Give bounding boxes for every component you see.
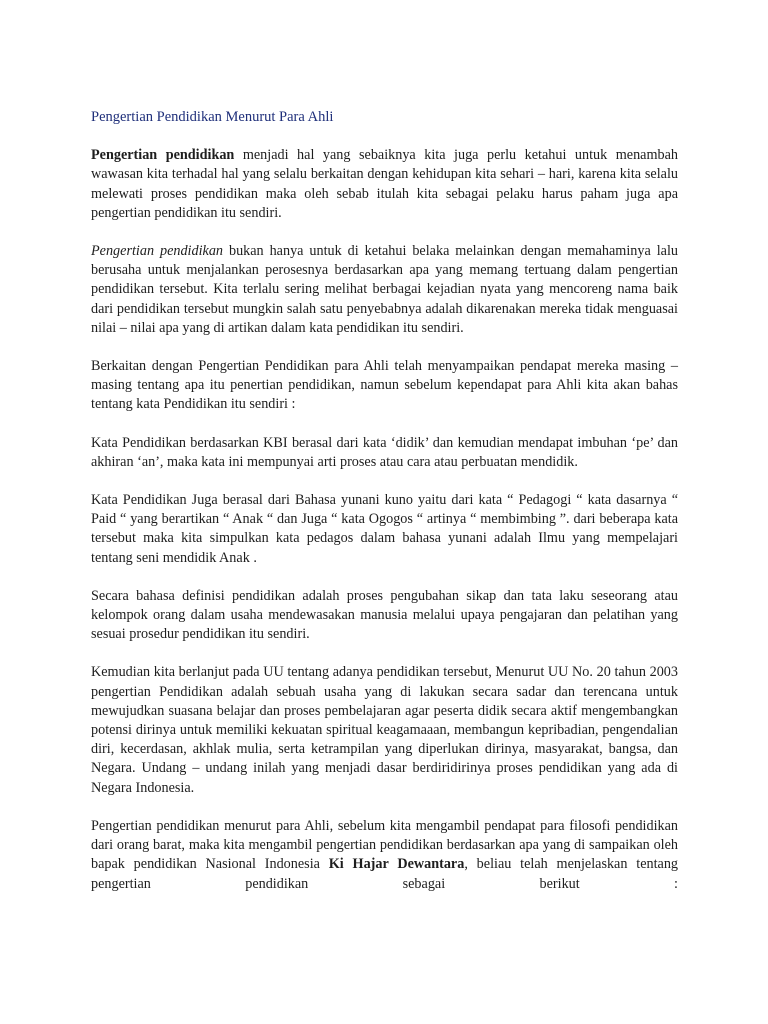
paragraph-8-text-before: Pengertian pendidikan menurut para Ahli, sebelum kita mengambil pendapat para filosofi pendidikan dari orang barat, maka kita mengambil pengertian pendidikan berdasarkan apa yang di sampaikan oleh bapak pendidikan Nasional Indonesia bbox=[91, 817, 678, 873]
paragraph-1-text: menjadi hal yang sebaiknya kita juga perlu ketahui untuk menambah wawasan kita terhadal hal yang selalu berkaitan dengan kehidupan kita sehari – hari, karena kita selalu melewati proses pendidikan maka oleh sebab itulah kita sebagai pelaku harus paham juga apa pengertian pendidikan itu sendiri. bbox=[91, 147, 678, 221]
paragraph-5: Kata Pendidikan Juga berasal dari Bahasa yunani kuno yaitu dari kata “ Pedagogi “ kata dasarnya “ Paid “ yang berartikan “ Anak “ dan Juga “ kata Ogogos “ artinya “ membimbing ”. dari beberapa kata tersebut maka kita simpulkan kata pedagos dalam bahasa yunani adalah Ilmu yang mempelajari tentang seni mendidik Anak . bbox=[91, 492, 678, 566]
document-title: Pengertian Pendidikan Menurut Para Ahli bbox=[91, 109, 334, 125]
paragraph-8-text-after: , beliau telah menjelaskan tentang pengertian pendidikan sebagai berikut : bbox=[91, 856, 679, 892]
paragraph-8 bbox=[91, 817, 678, 894]
paragraph-2 bbox=[91, 242, 678, 338]
paragraph-3: Berkaitan dengan Pengertian Pendidikan para Ahli telah menyampaikan pendapat mereka masing – masing tentang apa itu penertian pendidikan, namun sebelum kependapat para Ahli kita akan bahas tentang kata Pendidikan itu sendiri : bbox=[91, 358, 678, 413]
paragraph-4: Kata Pendidikan berdasarkan KBI berasal dari kata ‘didik’ dan kemudian mendapat imbuhan ‘pe’ dan akhiran ‘an’, maka kata ini mempunyai arti proses atau cara atau perbuatan mendidik. bbox=[91, 434, 678, 470]
paragraph-2-text: bukan hanya untuk di ketahui belaka melainkan dengan memahaminya lalu berusaha untuk menjalankan perosesnya berdasarkan apa yang memang tertuang dalam pengertian pendidikan tersebut. Kita terlalu sering melihat berbagai kejadian nyata yang mencoreng nama baik dari pendidikan tersebut mungkin salah satu penyebabnya adalah dikarenakan mereka tidak menguasai nilai – nilai apa yang di artikan dalam kata pendidikan itu sendiri. bbox=[91, 243, 678, 336]
paragraph-1 bbox=[91, 146, 678, 223]
document-page bbox=[91, 108, 678, 894]
paragraph-6: Secara bahasa definisi pendidikan adalah proses pengubahan sikap dan tata laku seseorang atau kelompok orang dalam usaha mendewasakan manusia melalui upaya pengajaran dan pelatihan yang sesuai prosedur pendidikan itu sendiri. bbox=[91, 587, 678, 643]
paragraph-7: Kemudian kita berlanjut pada UU tentang adanya pendidikan tersebut, Menurut UU No. 20 tahun 2003 pengertian Pendidikan adalah sebuah usaha yang di lakukan secara sadar dan terencana untuk mewujudkan suasana belajar dan proses pembelajaran agar peserta didik secara aktif mengembangkan potensi dirinya untuk memiliki kekuatan spiritual keagamaaan, membangun kepribadian, pengendalian diri, kecerdasan, akhlak mulia, serta ketrampilan yang diperlukan dirinya, masyarakat, bangsa, dan Negara. Undang – undang inilah yang menjadi dasar berdiridirinya proses pendidikan yang ada di Negara Indonesia. bbox=[91, 664, 678, 796]
paragraph-1-bold: Pengertian pendidikan bbox=[91, 147, 235, 164]
paragraph-8-bold: Ki Hajar Dewantara bbox=[328, 856, 465, 873]
paragraph-2-italic: Pengertian pendidikan bbox=[91, 243, 224, 260]
